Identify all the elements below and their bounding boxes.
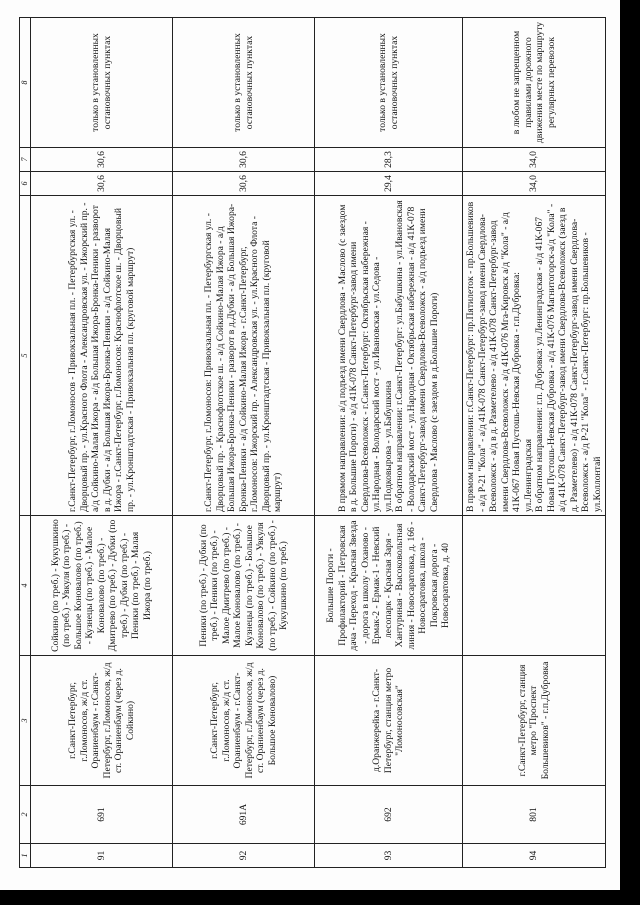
length-forward: 30,6 [31,172,173,196]
intermediate-stops: Пеники (по треб.) - Дубки (по треб.) - Пеники (по треб.) - Малое Дмитрево (по треб.) - Малое Коновалово (по треб.) - Кузнецы (по треб.) - Большое Коновалово (по треб.) - Увкуля (по треб.) - Сойкино (по треб.) - Кукушкино (по треб.) [173,516,315,656]
col-header-7: 7 [20,148,31,172]
header-row [20,18,31,868]
col-header-2: 2 [20,786,31,844]
stop-rule: в любом не запрещенном правилами дорожного движения месте по маршруту регулярных перевозок [463,18,606,148]
table-row [31,18,173,868]
col-header-5: 5 [20,196,31,516]
length-backward: 34,0 [463,148,606,172]
route-path [463,196,606,516]
table-row [173,18,315,868]
length-forward: 29,4 [315,172,463,196]
route-endpoints: г.Санкт-Петербург, г.Ломоносов, ж/д ст. Ораниенбаум - г.Санкт-Петербург, г.Ломоносов, ж/д ст. Ораниенбаум (через д. Сойкино) [31,656,173,786]
col-header-8: 8 [20,18,31,148]
length-forward: 34,0 [463,172,606,196]
row-number: 92 [173,844,315,868]
route-path [173,196,315,516]
route-path-forward: г.Санкт-Петербург, г.Ломоносов: Привокзальная пл. - Петербургская ул. - Дворцовый пр. - Краснофлотское ш. - а/д Сойкино-Малая Ижора - а/д Большая Ижора-Бронка-Пеники - разворот в д.Дубки - а/д Большая Ижора-Бронка-Пеники - а/д Сойкино-Малая Ижора - г.Санкт-Петербург, г.Ломоносов: Ижорский пр. - Александровская ул. - ул.Красного Флота - Дворцовый пр. - ул.Кронштадтская - Привокзальная пл. (круговой маршрут) [203,203,284,512]
route-number: 691А [173,786,315,844]
stop-rule: только в установленных остановочных пунктах [31,18,173,148]
intermediate-stops: Сойкино (по треб.) - Кукушкино (по треб.) - Увкуля (по треб.) - Большое Коновалово (по треб.) - Кузнецы (по треб.) - Малое Коновалово (по треб.) - Дмитрево (по треб.) - Дубки (по треб.) - Дубки (по треб.) - Пеники (по треб.) - Малая Ижора (по треб.) [31,516,173,656]
length-backward: 30,6 [173,148,315,172]
length-backward: 28,3 [315,148,463,172]
route-path [31,196,173,516]
row-number: 91 [31,844,173,868]
table-row [315,18,463,868]
intermediate-stops: Большие Пороги - Профилакторий - Петровская дача - Переход - Красная Звезда - дорога в школу - Оханово - Ермак-2 - Ермак-1 - Невский лесопарк - Красная Заря - Хантуриная - Высоковольтная линия - Новосаратовка, д. 166 - Новосаратовка, школа - Покровская дорога - Новосаратовка, д. 40 [315,516,463,656]
intermediate-stops [463,516,606,656]
stop-rule: только в установленных остановочных пунктах [315,18,463,148]
route-path [315,196,463,516]
stop-rule: только в установленных остановочных пунктах [173,18,315,148]
length-backward: 30,6 [31,148,173,172]
row-number: 94 [463,844,606,868]
route-endpoints: г.Санкт-Петербург, станция метро "Проспект Большевиков" - г.п.Дубровка [463,656,606,786]
length-forward: 30,6 [173,172,315,196]
col-header-4: 4 [20,516,31,656]
routes-table [19,17,606,868]
route-path-forward: г.Санкт-Петербург, г.Ломоносов - Привокзальная пл. - Петербургская ул. - Дворцовый пр. - ул.Красного Флота - Александровская ул. - Ижорский пр. - а/д Сойкино-Малая Ижора - а/д Большая Ижора-Бронка-Пеники - разворот в д. Дубки - а/д Большая Ижора-Бронка-Пеники - а/д Сойкино-Малая Ижора - г.Санкт-Петербург, г.Ломоносов: Краснофлотское ш. - Дворцовый пр. - ул.Кронштадтская - Привокзальная пл. (круговой маршрут) [67,202,136,512]
route-endpoints: г.Санкт-Петербург, г.Ломоносов, ж/д ст. Ораниенбаум - г.Санкт-Петербург, г.Ломоносов, ж/д ст. Ораниенбаум (через д. Большое Коновалово) [173,656,315,786]
col-header-1: 1 [20,844,31,868]
route-number: 692 [315,786,463,844]
route-path-forward: В прямом направлении: а/д подъезд имени Свердлова - Маслово (с заездом в д. Большие Пороги) - а/д 41К-078 Санкт-Петербург-завод имени Свердлова-Всеволожск - г.Санкт-Петербург: Октябрьская набережная - ул.Народная - Володарский мост - ул.Ивановская - ул.Седова - ул.Подковырова - ул.Бабушкина [336,204,394,512]
route-path-backward: В обратном направлении: г.Санкт-Петербург: ул.Бабушкина - ул.Ивановская - Володарский мост - ул.Народная - Октябрьская набережная - а/д 41К-078 Санкт-Петербург-завод имени Свердлова-Всеволожск - а/д подъезд имени Свердлова - Маслово (с заездом в д.Большие Пороги) [394,200,440,512]
route-number: 801 [463,786,606,844]
rotated-table-container [19,18,604,868]
route-endpoints: д.Оранжерейка - г.Санкт-Петербург, станция метро "Ломоносовская" [315,656,463,786]
route-path-forward: В прямом направлении: г.Санкт-Петербург: пр.Пятилеток - пр.Большевиков - а/д Р-21 "Кола" - а/д 41К-078 Санкт-Петербург-завод имени Свердлова-Всеволожск - а/д в д. Разметелево - а/д 41К-078 Санкт-Петербург-завод имени Свердлова-Всеволожск - а/д 41К-076 Мга-Кировск а/д "Кола" - а/д 41К-067 Новая Пустошь-Невская Дубровка - г.п.Дубровка: ул.Ленинградская [465,201,534,512]
route-path-backward: В обратном направлении: г.п. Дубровка: ул.Ленинградская - а/д 41К-067 Новая Пустошь-Невская Дубровка - а/д 41К-076 Магнитогорск-а/д "Кола" - а/д 41К-078 Санкт-Петербург-завод имени Свердлова-Всеволожск (заезд в д. Разметелево) - а/д 41К-078 Санкт-Петербург-завод имени Свердлова-Всеволожск - а/д Р-21 "Кола" - г.Санкт-Петербург: пр.Большевиков - ул.Коллонтай [534,203,603,512]
table-row [463,18,606,868]
col-header-3: 3 [20,656,31,786]
row-number: 93 [315,844,463,868]
route-number: 691 [31,786,173,844]
col-header-6: 6 [20,172,31,196]
